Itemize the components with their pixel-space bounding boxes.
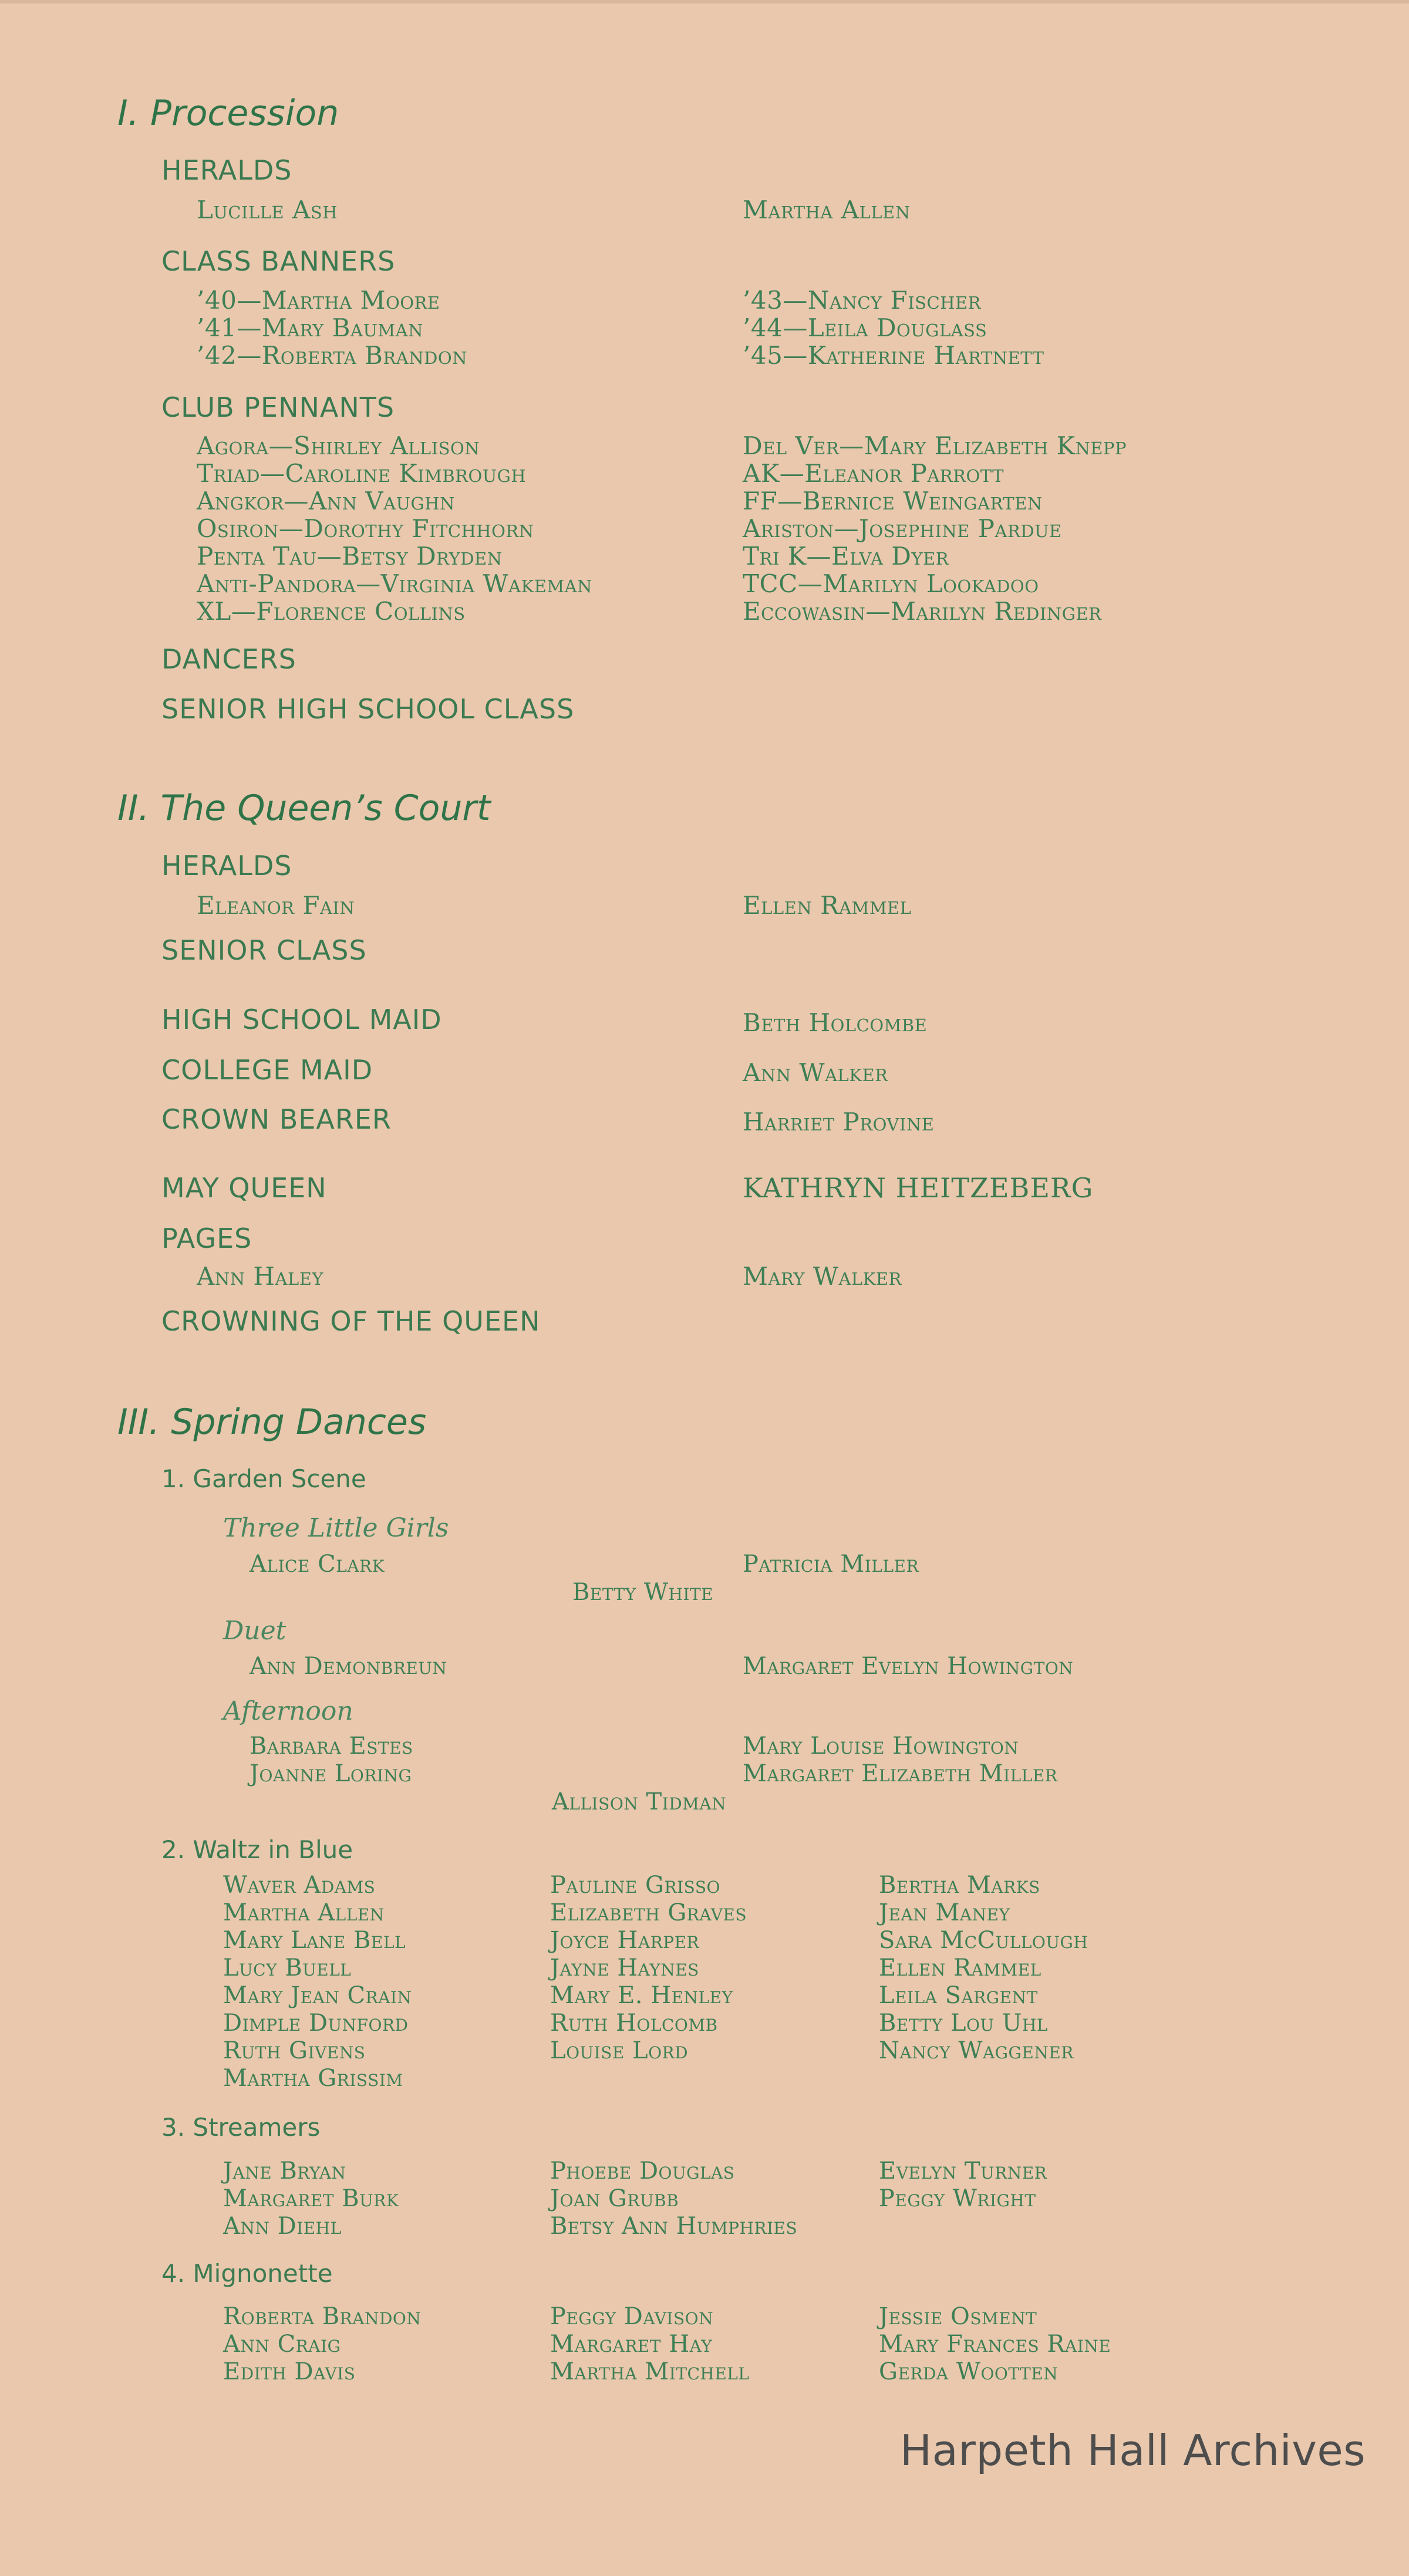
dancer-name: Peggy Wright bbox=[879, 2185, 1036, 2212]
mignonette-col1-list bbox=[223, 2303, 421, 2386]
class-banner-entry: ’42—Roberta Brandon bbox=[197, 341, 467, 370]
section-title-spring-dances: III. Spring Dances bbox=[117, 1402, 427, 1443]
heralds-heading: HERALDS bbox=[161, 154, 292, 186]
section-title-queens-court: II. The Queen’s Court bbox=[117, 788, 491, 829]
dancer-name: Martha Grissim bbox=[223, 2065, 403, 2092]
club-pennants-left-list bbox=[197, 432, 592, 625]
dancer-name: Betty Lou Uhl bbox=[879, 2010, 1048, 2037]
club-pennant-entry: Anti-Pandora—Virginia Wakeman bbox=[197, 569, 592, 598]
club-pennant-entry: TCC—Marilyn Lookadoo bbox=[743, 569, 1039, 598]
club-pennant-entry: Penta Tau—Betsy Dryden bbox=[197, 542, 503, 570]
club-pennant-entry: Osiron—Dorothy Fitchhorn bbox=[197, 514, 534, 543]
streamers-col3-list bbox=[879, 2158, 1047, 2213]
crown-bearer-label: CROWN BEARER bbox=[161, 1103, 392, 1135]
dancer-name: Ruth Holcomb bbox=[550, 2010, 718, 2037]
waltz-heading: 2. Waltz in Blue bbox=[161, 1835, 353, 1864]
herald-name: Martha Allen bbox=[743, 195, 911, 224]
dancer-name: Margaret Evelyn Howington bbox=[743, 1653, 1074, 1680]
dancer-name: Dimple Dunford bbox=[223, 2010, 409, 2037]
dancer-name: Joyce Harper bbox=[550, 1927, 700, 1954]
dancer-name: Evelyn Turner bbox=[879, 2158, 1047, 2185]
dancer-name: Jean Maney bbox=[879, 1899, 1010, 1926]
may-queen-label: MAY QUEEN bbox=[161, 1172, 327, 1204]
dancer-name: Louise Lord bbox=[550, 2037, 689, 2064]
class-banner-entry: ’44—Leila Douglass bbox=[743, 313, 987, 342]
dancer-name: Mary Jean Crain bbox=[223, 1982, 412, 2009]
court-herald-name: Ellen Rammel bbox=[743, 891, 912, 920]
class-banner-entry: ’45—Katherine Hartnett bbox=[743, 341, 1044, 370]
club-pennant-entry: Agora—Shirley Allison bbox=[197, 431, 480, 460]
page-name: Ann Haley bbox=[197, 1262, 324, 1291]
dancer-name: Gerda Wootten bbox=[879, 2358, 1059, 2385]
high-school-maid-name: Beth Holcombe bbox=[743, 1008, 928, 1037]
afternoon-left-list bbox=[250, 1733, 413, 1788]
dancer-name: Barbara Estes bbox=[250, 1733, 413, 1760]
dancer-name: Betsy Ann Humphries bbox=[550, 2213, 798, 2240]
crowning-heading: CROWNING OF THE QUEEN bbox=[161, 1305, 541, 1337]
dancer-name: Mary Lane Bell bbox=[223, 1927, 406, 1954]
dancer-name: Leila Sargent bbox=[879, 1982, 1038, 2009]
dancer-name: Martha Mitchell bbox=[550, 2358, 750, 2385]
club-pennants-right-list bbox=[743, 432, 1127, 625]
dancer-name: Joanne Loring bbox=[250, 1760, 412, 1787]
crown-bearer-name: Harriet Provine bbox=[743, 1108, 935, 1136]
senior-class-heading: SENIOR CLASS bbox=[161, 934, 367, 966]
waltz-col1-list bbox=[223, 1872, 412, 2092]
mignonette-col3-list bbox=[879, 2303, 1111, 2386]
club-pennant-entry: AK—Eleanor Parrott bbox=[743, 459, 1004, 488]
college-maid-name: Ann Walker bbox=[743, 1058, 888, 1087]
garden-scene-heading: 1. Garden Scene bbox=[161, 1464, 366, 1493]
scan-edge bbox=[0, 0, 1409, 4]
club-pennant-entry: FF—Bernice Weingarten bbox=[743, 487, 1043, 515]
waltz-col3-list bbox=[879, 1872, 1088, 2065]
dancer-name: Margaret Burk bbox=[223, 2185, 399, 2212]
dancer-name: Jayne Haynes bbox=[550, 1954, 699, 1981]
club-pennant-entry: Triad—Caroline Kimbrough bbox=[197, 459, 527, 488]
club-pennant-entry: Angkor—Ann Vaughn bbox=[197, 487, 455, 515]
club-pennant-entry: Ariston—Josephine Pardue bbox=[743, 514, 1062, 543]
dancer-name: Ann Demonbreun bbox=[250, 1653, 447, 1680]
court-heralds-heading: HERALDS bbox=[161, 850, 292, 882]
dancer-name: Ann Diehl bbox=[223, 2213, 342, 2240]
dancer-name: Nancy Waggener bbox=[879, 2037, 1074, 2064]
duet-subheading: Duet bbox=[223, 1616, 286, 1646]
dancer-name: Sara McCullough bbox=[879, 1927, 1088, 1954]
dancer-name: Mary Frances Raine bbox=[879, 2331, 1111, 2358]
high-school-maid-label: HIGH SCHOOL MAID bbox=[161, 1004, 442, 1035]
dancer-name: Edith Davis bbox=[223, 2358, 356, 2385]
dancer-name: Martha Allen bbox=[223, 1899, 385, 1926]
dancer-name: Margaret Hay bbox=[550, 2331, 713, 2358]
dancer-name: Mary E. Henley bbox=[550, 1982, 733, 2009]
pages-heading: PAGES bbox=[161, 1223, 252, 1254]
dancer-name: Alice Clark bbox=[250, 1551, 385, 1578]
class-banner-entry: ’41—Mary Bauman bbox=[197, 313, 423, 342]
dancers-heading: DANCERS bbox=[161, 643, 296, 675]
class-banners-right-list bbox=[743, 286, 1044, 369]
dancer-name: Roberta Brandon bbox=[223, 2303, 422, 2330]
mignonette-col2-list bbox=[550, 2303, 749, 2386]
dancer-name: Joan Grubb bbox=[550, 2185, 679, 2212]
three-little-girls-subheading: Three Little Girls bbox=[223, 1513, 449, 1543]
dancer-name: Pauline Grisso bbox=[550, 1872, 720, 1899]
dancer-name: Patricia Miller bbox=[743, 1551, 919, 1578]
dancer-name: Margaret Elizabeth Miller bbox=[743, 1760, 1058, 1787]
dancer-name: Phoebe Douglas bbox=[550, 2158, 735, 2185]
waltz-col2-list bbox=[550, 1872, 747, 2065]
club-pennants-heading: CLUB PENNANTS bbox=[161, 391, 395, 423]
mignonette-heading: 4. Mignonette bbox=[161, 2259, 333, 2288]
archive-watermark: Harpeth Hall Archives bbox=[900, 2426, 1366, 2475]
dancer-name: Betty White bbox=[572, 1579, 714, 1606]
dancer-name: Lucy Buell bbox=[223, 1954, 352, 1981]
dancer-name: Ruth Givens bbox=[223, 2037, 366, 2064]
dancer-name: Peggy Davison bbox=[550, 2303, 714, 2330]
dancer-name: Waver Adams bbox=[223, 1872, 376, 1899]
dancer-name: Jessie Osment bbox=[879, 2303, 1037, 2330]
streamers-col2-list bbox=[550, 2158, 797, 2240]
class-banners-heading: CLASS BANNERS bbox=[161, 245, 396, 277]
club-pennant-entry: Del Ver—Mary Elizabeth Knepp bbox=[743, 431, 1127, 460]
class-banner-entry: ’40—Martha Moore bbox=[197, 286, 440, 315]
herald-name: Lucille Ash bbox=[197, 195, 338, 224]
senior-high-heading: SENIOR HIGH SCHOOL CLASS bbox=[161, 693, 575, 725]
afternoon-subheading: Afternoon bbox=[223, 1696, 353, 1726]
class-banners-left-list bbox=[197, 286, 467, 369]
streamers-heading: 3. Streamers bbox=[161, 2113, 321, 2142]
page-name: Mary Walker bbox=[743, 1262, 902, 1291]
college-maid-label: COLLEGE MAID bbox=[161, 1054, 373, 1086]
court-herald-name: Eleanor Fain bbox=[197, 891, 355, 920]
afternoon-right-list bbox=[743, 1733, 1057, 1788]
dancer-name: Bertha Marks bbox=[879, 1872, 1040, 1899]
club-pennant-entry: Tri K—Elva Dyer bbox=[743, 542, 949, 570]
section-title-procession: I. Procession bbox=[117, 93, 339, 134]
dancer-name: Ann Craig bbox=[223, 2331, 341, 2358]
club-pennant-entry: Eccowasin—Marilyn Redinger bbox=[743, 597, 1102, 626]
dancer-name: Allison Tidman bbox=[552, 1788, 727, 1815]
dancer-name: Elizabeth Graves bbox=[550, 1899, 747, 1926]
may-queen-name: KATHRYN HEITZEBERG bbox=[743, 1172, 1094, 1204]
dancer-name: Jane Bryan bbox=[223, 2158, 346, 2185]
dancer-name: Mary Louise Howington bbox=[743, 1733, 1019, 1760]
streamers-col1-list bbox=[223, 2158, 399, 2240]
dancer-name: Ellen Rammel bbox=[879, 1954, 1041, 1981]
class-banner-entry: ’43—Nancy Fischer bbox=[743, 286, 981, 315]
club-pennant-entry: XL—Florence Collins bbox=[197, 597, 466, 626]
